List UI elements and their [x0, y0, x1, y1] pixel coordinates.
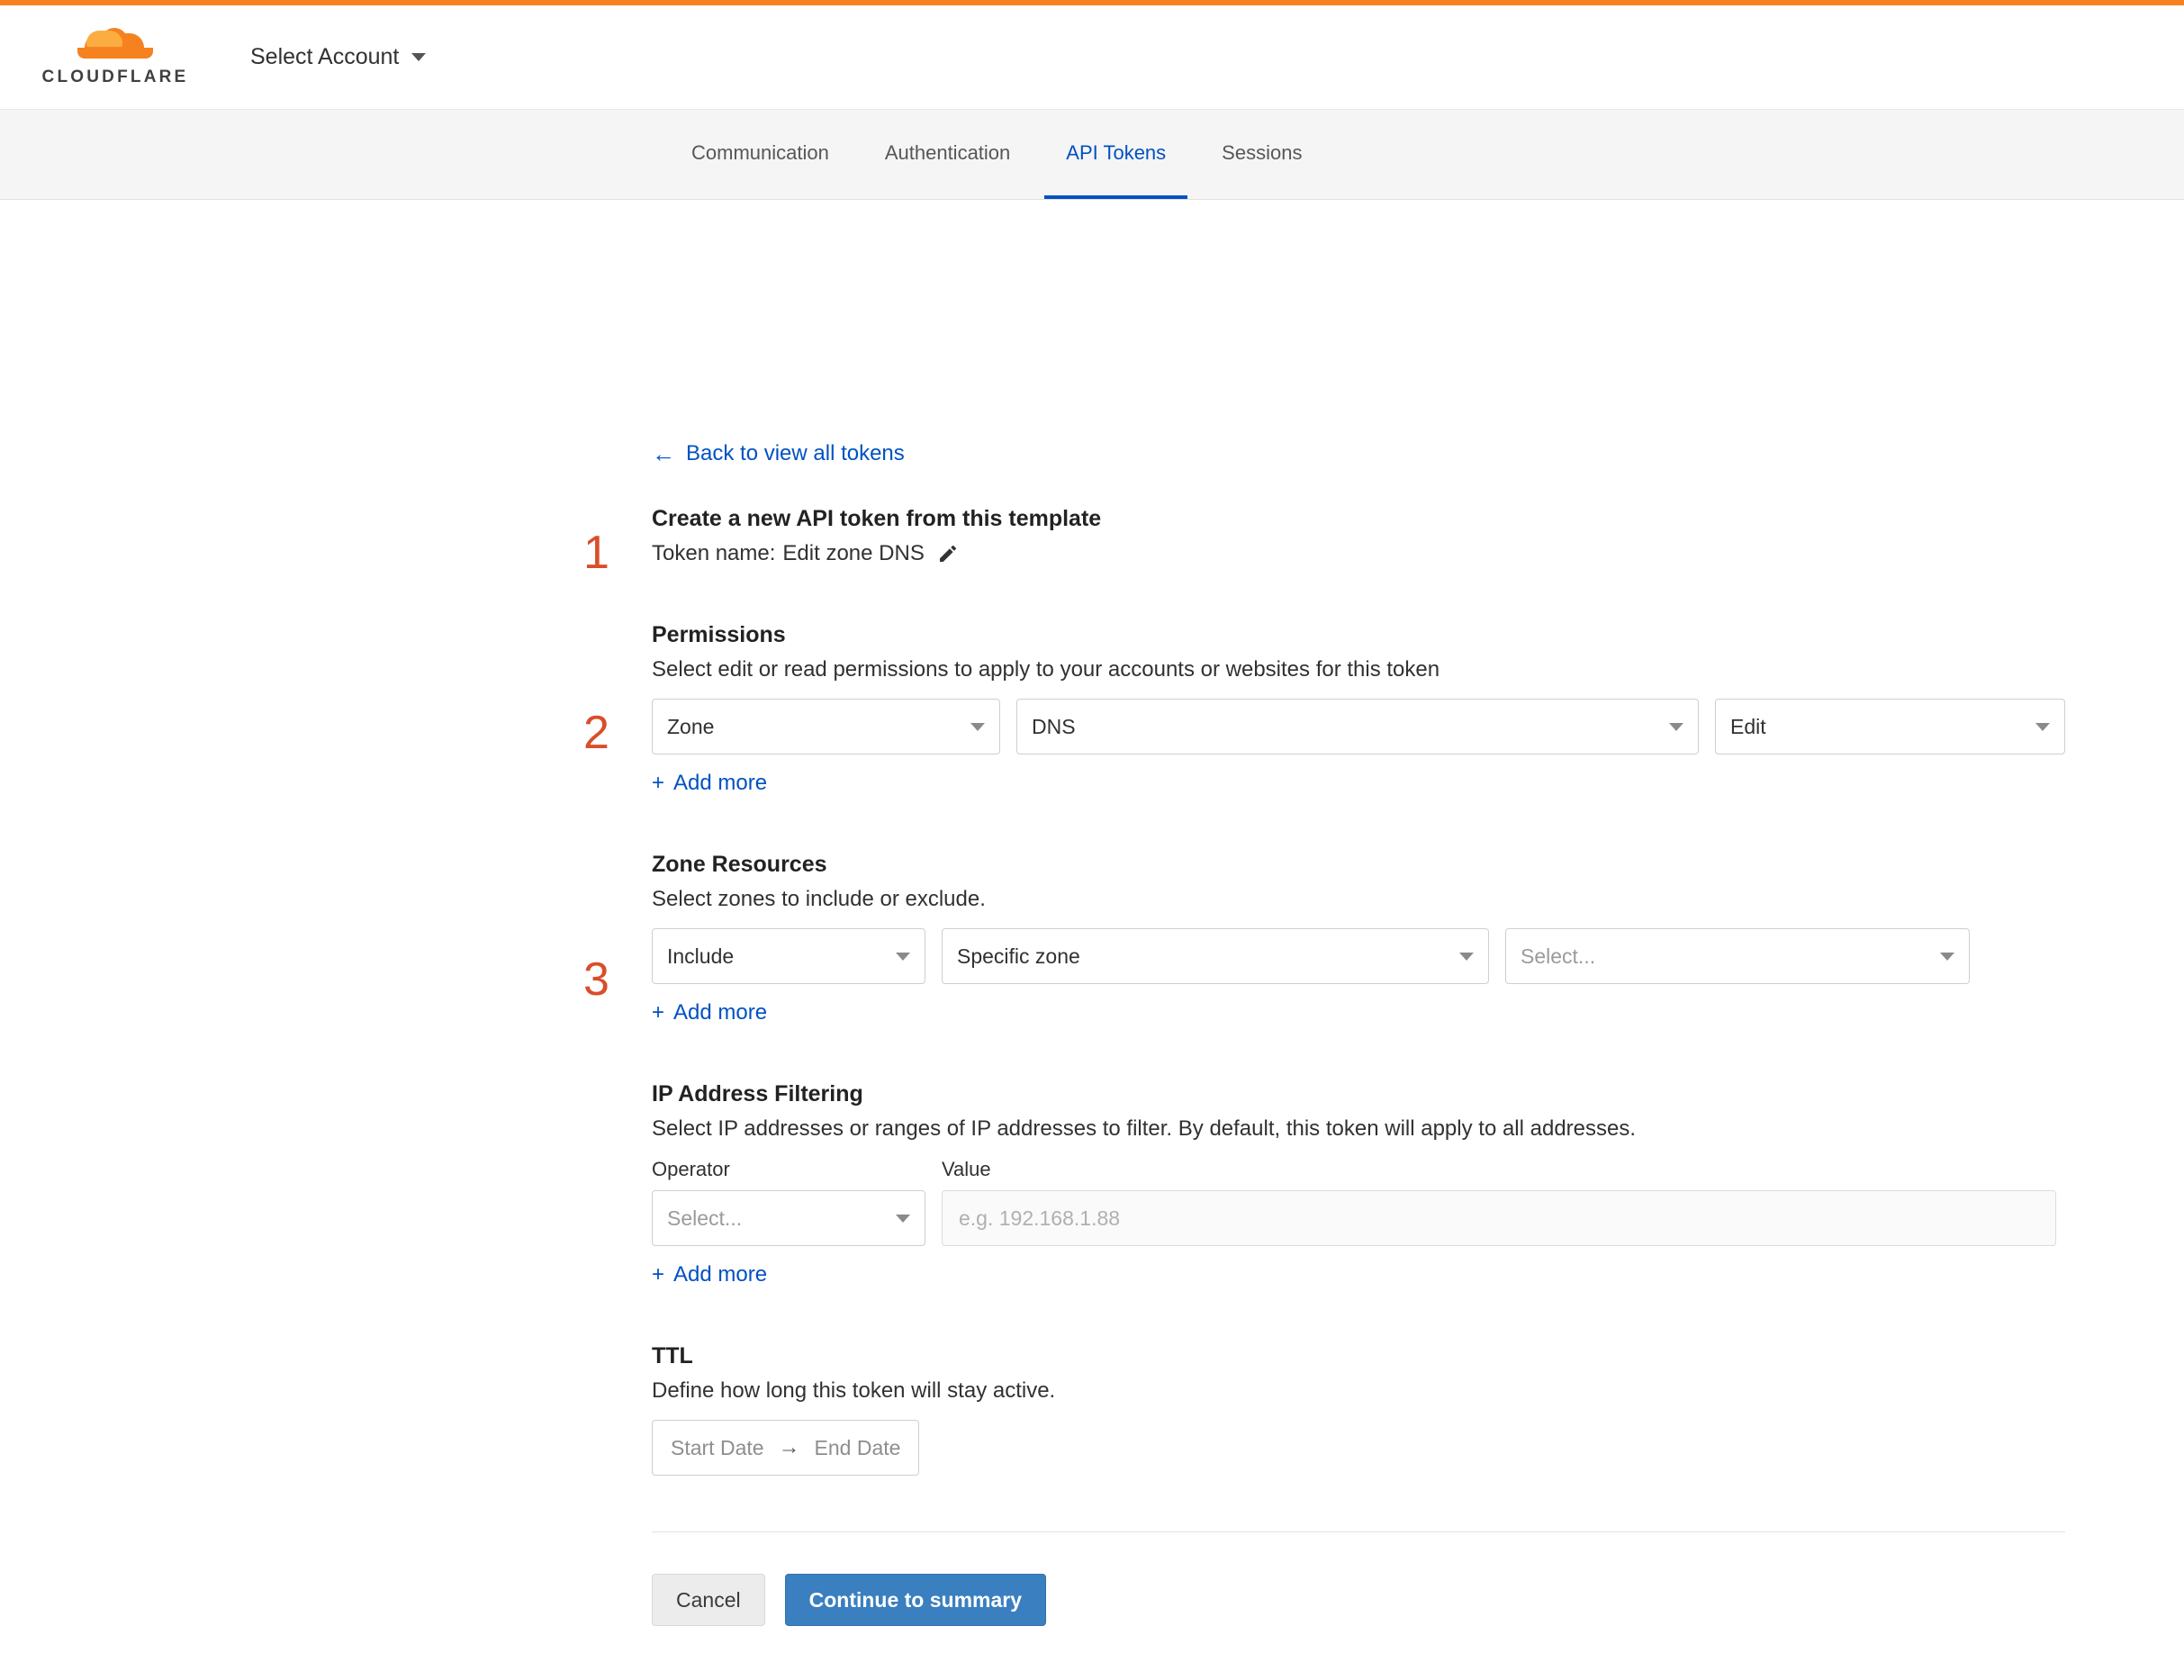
- zone-resources-row: [652, 928, 2065, 984]
- template-section: [652, 506, 2065, 566]
- token-name-label: Token name:: [652, 541, 776, 565]
- edit-pencil-icon[interactable]: [937, 543, 959, 565]
- arrow-left-icon: ←: [652, 440, 675, 467]
- app-header: [0, 5, 2184, 110]
- ip-filtering-labels: [652, 1158, 2065, 1190]
- chevron-down-icon: [1669, 723, 1683, 731]
- plus-icon: +: [652, 771, 665, 795]
- ttl-end-date: End Date: [814, 1435, 901, 1459]
- footer-divider: [652, 1531, 2065, 1532]
- zone-type-value: Specific zone: [957, 944, 1080, 968]
- continue-to-summary-button[interactable]: Continue to summary: [785, 1574, 1046, 1626]
- zone-type-select[interactable]: [942, 928, 1489, 984]
- tab-communication-label: Communication: [691, 140, 829, 164]
- ip-operator-placeholder: Select...: [667, 1206, 743, 1230]
- chevron-down-icon: [1940, 953, 1954, 961]
- zone-resources-title: Zone Resources: [652, 852, 827, 877]
- tab-authentication-label: Authentication: [884, 140, 1011, 164]
- permissions-add-more-label: Add more: [673, 771, 768, 795]
- permission-access-value: Edit: [1730, 714, 1766, 738]
- permission-access-select[interactable]: [1715, 699, 2065, 754]
- zone-resources-add-more-label: Add more: [673, 1000, 768, 1025]
- ttl-date-range-picker[interactable]: [652, 1420, 919, 1476]
- arrow-right-icon: →: [778, 1435, 800, 1459]
- token-form-panel: [0, 200, 2184, 1626]
- token-name-value: Edit zone DNS: [782, 541, 925, 565]
- permissions-title: Permissions: [652, 622, 786, 647]
- zone-name-placeholder: Select...: [1521, 944, 1596, 968]
- zone-name-select[interactable]: [1505, 928, 1970, 984]
- ttl-start-date: Start Date: [671, 1435, 764, 1459]
- logo-wordmark: CLOUDFLARE: [41, 67, 189, 86]
- permission-scope-value: Zone: [667, 714, 715, 738]
- chevron-down-icon: [411, 53, 426, 61]
- tab-communication[interactable]: [670, 110, 851, 199]
- cloudflare-logo: [27, 28, 203, 87]
- chevron-down-icon: [896, 953, 910, 961]
- zone-resources-description: Select zones to include or exclude.: [652, 887, 986, 911]
- plus-icon: +: [652, 1000, 665, 1025]
- zone-mode-select[interactable]: [652, 928, 925, 984]
- plus-icon: +: [652, 1262, 665, 1287]
- page-content: [0, 200, 2184, 1680]
- tab-sessions-label: Sessions: [1222, 140, 1303, 164]
- account-selector-label: Select Account: [250, 44, 400, 69]
- permission-resource-select[interactable]: [1016, 699, 1699, 754]
- cloud-icon: [74, 28, 157, 62]
- tab-sessions[interactable]: [1200, 110, 1323, 199]
- step-number-2: 2: [583, 707, 609, 759]
- section-tabs: [0, 110, 2184, 200]
- cancel-button[interactable]: Cancel: [652, 1574, 765, 1626]
- chevron-down-icon: [970, 723, 985, 731]
- back-link-label: Back to view all tokens: [686, 441, 905, 465]
- permission-scope-select[interactable]: [652, 699, 1000, 754]
- chevron-down-icon: [896, 1215, 910, 1223]
- zone-resources-add-more-button[interactable]: [652, 1000, 767, 1025]
- ip-operator-select[interactable]: [652, 1190, 925, 1246]
- token-name-row: [652, 541, 2065, 566]
- chevron-down-icon: [2035, 723, 2050, 731]
- tab-authentication[interactable]: [863, 110, 1032, 199]
- ttl-title: TTL: [652, 1343, 693, 1368]
- step-number-1: 1: [583, 527, 609, 579]
- operator-label: Operator: [652, 1158, 730, 1180]
- permissions-add-more-button[interactable]: [652, 771, 767, 796]
- chevron-down-icon: [1459, 953, 1474, 961]
- permissions-row: [652, 699, 2065, 754]
- ip-filtering-row: [652, 1190, 2065, 1246]
- template-title: Create a new API token from this template: [652, 506, 1102, 531]
- tab-api-tokens-label: API Tokens: [1066, 140, 1167, 164]
- tab-api-tokens[interactable]: [1044, 110, 1187, 199]
- ip-filtering-add-more-label: Add more: [673, 1262, 768, 1287]
- ip-filtering-add-more-button[interactable]: [652, 1262, 767, 1287]
- value-label: Value: [942, 1158, 991, 1180]
- account-selector[interactable]: [250, 44, 426, 70]
- ip-value-input[interactable]: [942, 1190, 2056, 1246]
- ip-filtering-description: Select IP addresses or ranges of IP addresses to filter. By default, this token will apply to all addresses.: [652, 1116, 1637, 1141]
- form-footer: [652, 1574, 2065, 1626]
- step-number-3: 3: [583, 953, 609, 1006]
- ttl-description: Define how long this token will stay active.: [652, 1378, 1056, 1403]
- permissions-description: Select edit or read permissions to apply to your accounts or websites for this token: [652, 657, 1440, 682]
- ttl-section: [652, 1343, 2065, 1476]
- ip-filtering-title: IP Address Filtering: [652, 1081, 863, 1106]
- ip-filtering-section: [652, 1081, 2065, 1287]
- zone-mode-value: Include: [667, 944, 735, 968]
- permission-resource-value: DNS: [1032, 714, 1076, 738]
- zone-resources-section: [652, 852, 2065, 1025]
- permissions-section: [652, 622, 2065, 796]
